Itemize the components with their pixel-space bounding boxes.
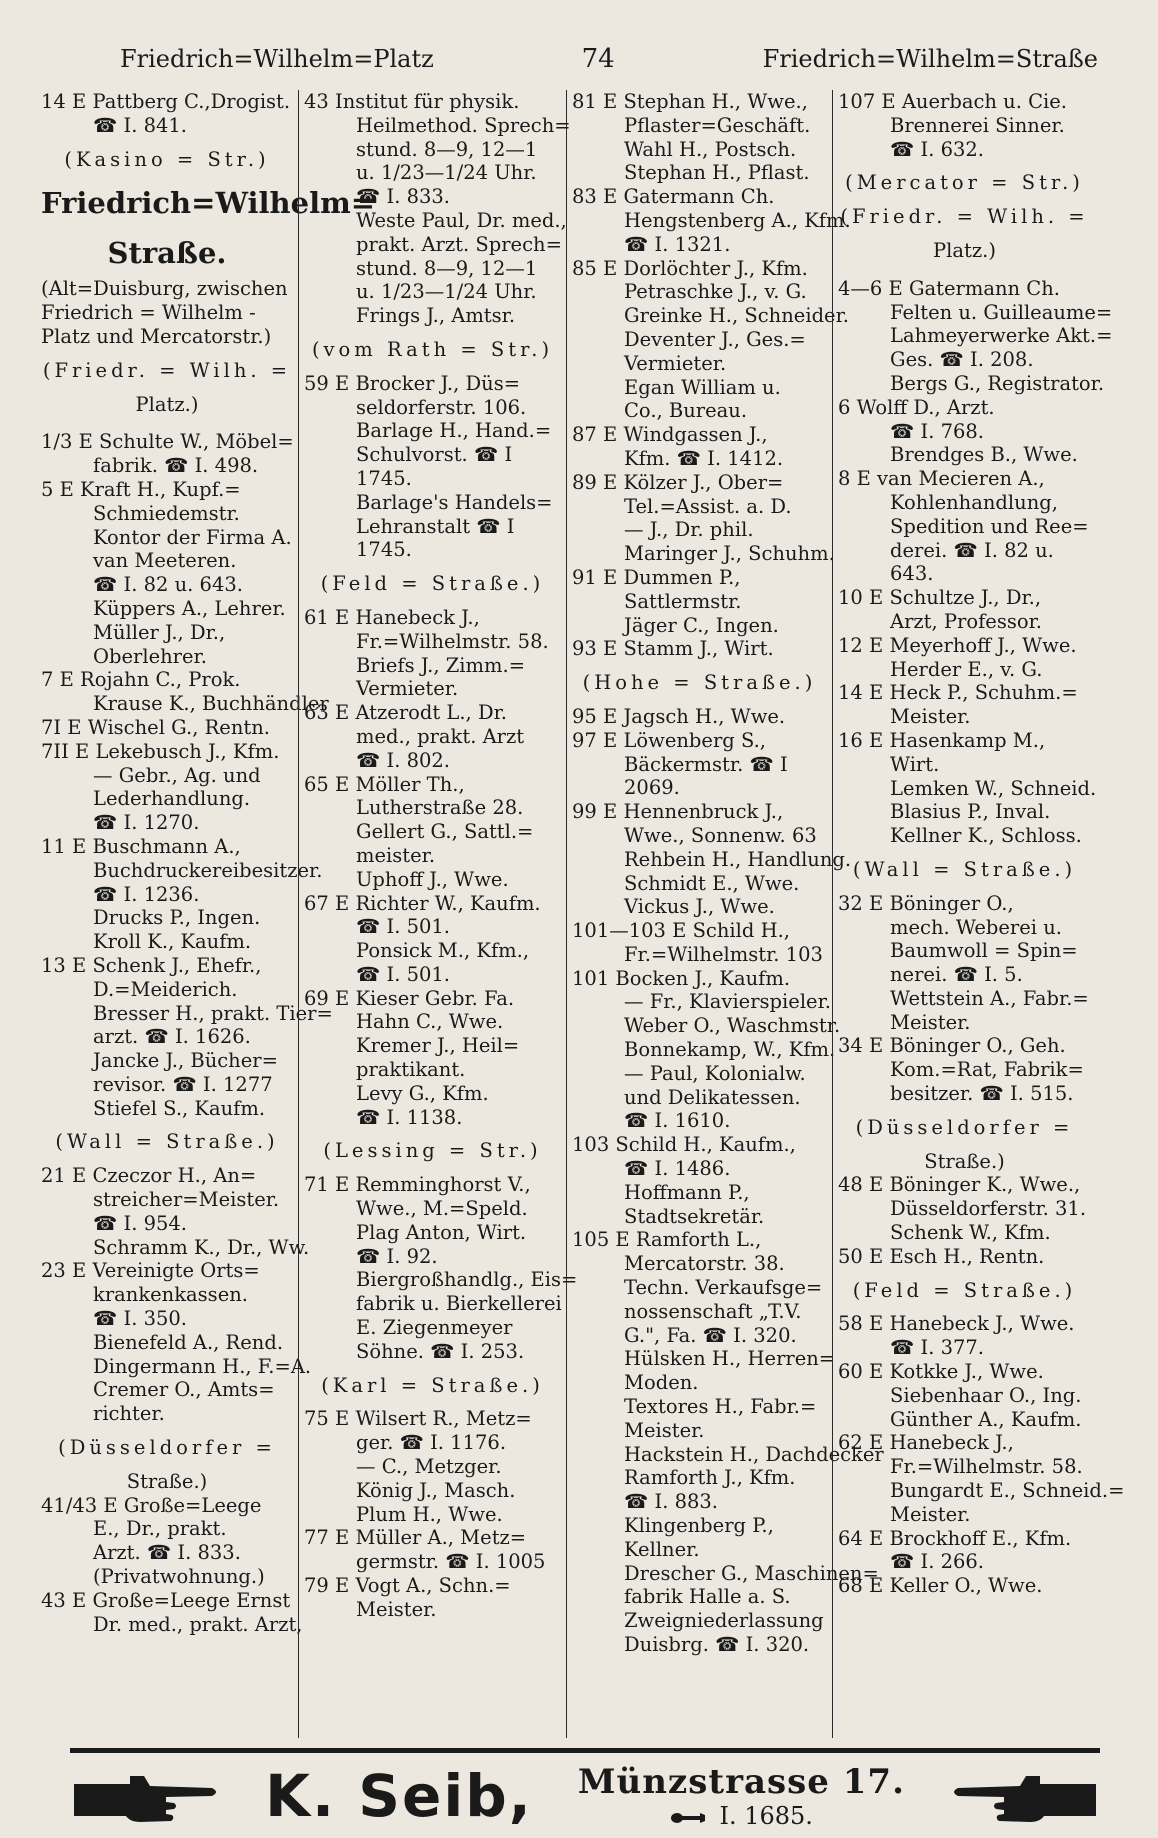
entry-line: 62 E Hanebeck J.,	[838, 1431, 1014, 1455]
entry-line: 60 E Kotkke J., Wwe.	[838, 1360, 1044, 1384]
entry-line: Meister.	[890, 1010, 971, 1034]
cross-street: (Hohe = Straße.)	[582, 671, 817, 695]
entry-line: Techn. Verkaufsge=	[624, 1276, 823, 1300]
entry-line: ☎ I. 1610.	[624, 1109, 731, 1133]
cross-street: (vom Rath = Str.)	[311, 337, 554, 361]
entry-line: Kontor der Firma A.	[93, 525, 292, 549]
entry-line: ☎ I. 954.	[93, 1211, 188, 1235]
entry-line: D.=Meiderich.	[93, 977, 238, 1001]
entry-line: ☎ I. 1236.	[93, 882, 200, 906]
entry-line: Felten u. Guilleaume=	[890, 300, 1113, 324]
entry-line: Meister.	[890, 1502, 971, 1526]
entry-line: 48 E Böninger K., Wwe.,	[838, 1173, 1081, 1197]
entry-line: Hengstenberg A., Kfm.	[624, 208, 851, 232]
header-left: Friedrich=Wilhelm=Platz	[120, 45, 434, 73]
entry-line: 107 E Auerbach u. Cie.	[838, 90, 1067, 113]
entry-line: Lederhandlung.	[93, 787, 251, 811]
cross-street: (Mercator = Str.)	[845, 171, 1084, 195]
entry-line: Siebenhaar O., Ing.	[890, 1383, 1082, 1407]
entry-line: ☎ I. 802.	[356, 748, 451, 772]
entry-line: Fr.=Wilhelmstr. 58.	[890, 1455, 1083, 1479]
entry-line: 93 E Stamm J., Wirt.	[572, 637, 774, 661]
entry-line: Rehbein H., Handlung.	[624, 847, 852, 871]
telephone-icon	[670, 1811, 706, 1825]
entry-line: Wwe., Sonnenw. 63	[624, 823, 817, 847]
entry-line: (Privatwohnung.)	[93, 1565, 265, 1589]
entry-line: Jäger C., Ingen.	[624, 613, 779, 637]
entry-line: Oberlehrer.	[93, 644, 207, 668]
entry-line: 34 E Böninger O., Geh.	[838, 1034, 1066, 1058]
entry-line: Frings J., Amtsr.	[356, 304, 516, 328]
entry-line: Schramm K., Dr., Ww.	[93, 1235, 310, 1259]
cross-street: (Kasino = Str.)	[64, 147, 270, 171]
entry-line: Lehranstalt ☎ I	[356, 514, 515, 538]
entry-line: 16 E Hasenkamp M.,	[838, 728, 1046, 752]
entry-line: besitzer. ☎ I. 515.	[890, 1082, 1074, 1106]
entry-line: Klingenberg P.,	[624, 1514, 774, 1538]
entry-line: nerei. ☎ I. 5.	[890, 963, 1023, 987]
cross-street: (Friedr. = Wilh. =	[42, 358, 292, 382]
entry-line: 87 E Windgassen J.,	[572, 423, 768, 447]
entry-line: Biergroßhandlg., Eis=	[356, 1268, 578, 1292]
entry-line: Heilmethod. Sprech=	[356, 113, 571, 137]
entry-line: Küppers A., Lehrer.	[93, 596, 286, 620]
entry-line: 85 E Dorlöchter J., Kfm.	[572, 256, 808, 280]
entry-line: 41/43 E Große=Leege	[41, 1493, 262, 1517]
entry-line: 7II E Lekebusch J., Kfm.	[41, 739, 280, 763]
entry-line: Plag Anton, Wirt.	[356, 1220, 527, 1244]
entry-line: ☎ I. 768.	[890, 419, 985, 443]
entry-line: Arzt, Professor.	[890, 609, 1042, 633]
entry-line: Bresser H., prakt. Tier=	[93, 1001, 333, 1025]
entry-line: 75 E Wilsert R., Metz=	[304, 1407, 532, 1431]
cross-street: (Feld = Straße.)	[852, 1278, 1077, 1302]
entry-line: — Fr., Klavierspieler.	[624, 990, 831, 1014]
entry-line: ☎ I. 350.	[93, 1307, 188, 1331]
column-2	[298, 90, 578, 1738]
entry-line: Tel.=Assist. a. D.	[624, 494, 792, 518]
entry-line: Mercatorstr. 38.	[624, 1252, 785, 1276]
entry-line: Kom.=Rat, Fabrik=	[890, 1058, 1084, 1082]
entry-line: 59 E Brocker J., Düs=	[304, 371, 521, 395]
entry-line: 105 E Ramforth L.,	[572, 1228, 762, 1252]
entry-line: Fr.=Wilhelmstr. 58.	[356, 629, 549, 653]
entry-line: 101 Bocken J., Kaufm.	[572, 966, 791, 990]
entry-line: Dingermann H., F.=A.	[93, 1354, 312, 1378]
entry-line: König J., Masch.	[356, 1478, 516, 1502]
entry-line: 7I E Wischel G., Rentn.	[41, 715, 270, 739]
entry-line: G.", Fa. ☎ I. 320.	[624, 1323, 797, 1347]
entry-line: Straße.)	[126, 1469, 208, 1493]
entry-line: 81 E Stephan H., Wwe.,	[572, 90, 808, 113]
entry-line: arzt. ☎ I. 1626.	[93, 1025, 251, 1049]
cross-street: (Wall = Straße.)	[55, 1130, 279, 1154]
entry-line: Sattlermstr.	[624, 589, 742, 613]
entry-line: van Meeteren.	[93, 549, 237, 573]
entry-line: 643.	[890, 562, 934, 586]
entry-line: ☎ I. 841.	[93, 113, 188, 137]
entry-line: stund. 8—9, 12—1	[356, 256, 538, 280]
entry-line: 8 E van Mecieren A.,	[838, 467, 1045, 491]
page-number: 74	[581, 44, 615, 74]
entry-line: Kfm. ☎ I. 1412.	[624, 446, 784, 470]
entry-line: ☎ I. 501.	[356, 915, 451, 939]
entry-line: Jancke J., Bücher=	[93, 1049, 278, 1073]
directory-columns	[36, 90, 1125, 1738]
entry-line: Baumwoll = Spin=	[890, 939, 1078, 963]
entry-line: Kroll K., Kaufm.	[93, 930, 252, 954]
entry-line: Co., Bureau.	[624, 399, 748, 423]
entry-line: — J., Dr. phil.	[624, 518, 754, 542]
entry-line: Drescher G., Maschinen=	[624, 1561, 879, 1585]
entry-line: ☎ I. 92.	[356, 1244, 438, 1268]
entry-line: Schenk W., Kfm.	[890, 1221, 1051, 1245]
entry-line: 13 E Schenk J., Ehefr.,	[41, 953, 262, 977]
entry-line: 64 E Brockhoff E., Kfm.	[838, 1526, 1072, 1550]
entry-line: Müller J., Dr.,	[93, 620, 226, 644]
entry-line: Vermieter.	[356, 677, 459, 701]
entry-line: 58 E Hanebeck J., Wwe.	[838, 1312, 1075, 1336]
entry-line: 7 E Rojahn C., Prok.	[41, 668, 241, 692]
entry-line: 2069.	[624, 776, 680, 800]
entry-line: u. 1/23—1/24 Uhr.	[356, 280, 537, 304]
entry-line: fabrik u. Bierkellerei	[356, 1292, 562, 1316]
entry-line: Stiefel S., Kaufm.	[93, 1096, 266, 1120]
entry-line: — Paul, Kolonialw.	[624, 1061, 806, 1085]
entry-line: Lahmeyerwerke Akt.=	[890, 324, 1113, 348]
advertisement	[70, 1760, 1100, 1832]
entry-line: Plum H., Wwe.	[356, 1502, 503, 1526]
entry-line: 83 E Gatermann Ch.	[572, 185, 775, 209]
entry-line: u. 1/23—1/24 Uhr.	[356, 161, 537, 185]
entry-line: Duisbrg. ☎ I. 320.	[624, 1633, 810, 1656]
entry-line: E. Ziegenmeyer	[356, 1316, 513, 1340]
cross-street: (Feld = Straße.)	[320, 572, 545, 596]
entry-line: Wwe., M.=Speld.	[356, 1197, 528, 1221]
entry-line: Bäckermstr. ☎ I	[624, 752, 788, 776]
entry-line: Hülsken H., Herren=	[624, 1347, 836, 1371]
column-1	[36, 90, 376, 1738]
entry-line: 43 Institut für physik.	[304, 90, 520, 113]
entry-line: revisor. ☎ I. 1277	[93, 1072, 273, 1096]
entry-line: 67 E Richter W., Kaufm.	[304, 891, 541, 915]
cross-street: (Düsseldorfer =	[58, 1436, 276, 1460]
entry-line: ☎ I. 883.	[624, 1490, 719, 1514]
entry-line: 1/3 E Schulte W., Möbel=	[41, 430, 294, 454]
entry-line: meister.	[356, 843, 436, 867]
entry-line: 10 E Schultze J., Dr.,	[838, 586, 1042, 610]
entry-line: Textores H., Fabr.=	[624, 1395, 817, 1419]
cross-street: (Düsseldorfer =	[855, 1115, 1074, 1139]
entry-line: Barlage's Handels=	[356, 490, 553, 514]
entry-line: Schmiedemstr.	[93, 501, 240, 525]
entry-line: Maringer J., Schuhm.	[624, 542, 835, 566]
cross-street: (Wall = Straße.)	[852, 857, 1077, 881]
column-4	[832, 90, 1125, 1738]
entry-line: streicher=Meister.	[93, 1188, 280, 1212]
entry-line: Krause K., Buchhändler	[93, 692, 329, 716]
entry-line: Levy G., Kfm.	[356, 1081, 489, 1105]
entry-line: 4—6 E Gatermann Ch.	[838, 276, 1060, 300]
entry-line: Stephan H., Pflast.	[624, 161, 810, 185]
entry-line: Kellner.	[624, 1537, 700, 1561]
entry-line: ☎ I. 1270.	[93, 811, 200, 835]
entry-line: Ges. ☎ I. 208.	[890, 348, 1034, 372]
entry-line: Petraschke J., v. G.	[624, 280, 807, 304]
entry-line: ☎ I. 82 u. 643.	[93, 573, 243, 597]
entry-line: 65 E Möller Th.,	[304, 772, 465, 796]
column-3	[566, 90, 884, 1738]
entry-line: Vickus J., Wwe.	[624, 895, 775, 919]
entry-line: nossenschaft „T.V.	[624, 1299, 802, 1323]
advert-address	[578, 1762, 905, 1830]
pointing-hand-left-icon	[950, 1766, 1100, 1826]
page-header	[120, 42, 1098, 76]
entry-line: 14 E Heck P., Schuhm.=	[838, 681, 1078, 705]
entry-line: Greinke H., Schneider.	[624, 304, 849, 328]
entry-line: Blasius P., Inval.	[890, 800, 1051, 824]
entry-line: Uphoff J., Wwe.	[356, 867, 509, 891]
entry-line: praktikant.	[356, 1058, 466, 1082]
entry-line: prakt. Arzt. Sprech=	[356, 232, 562, 256]
entry-line: ☎ I. 377.	[890, 1336, 985, 1360]
advert-name: K. Seib,	[265, 1762, 533, 1830]
entry-line: Stadtsekretär.	[624, 1204, 765, 1228]
entry-line: ☎ I. 1321.	[624, 232, 731, 256]
entry-line: Gellert G., Sattl.=	[356, 820, 534, 844]
entry-line: mech. Weberei u.	[890, 915, 1062, 939]
entry-line: Schmidt E., Wwe.	[624, 871, 800, 895]
advert-rule	[70, 1748, 1100, 1753]
entry-line: Arzt. ☎ I. 833.	[93, 1541, 241, 1565]
entry-line: Ramforth J., Kfm.	[624, 1466, 796, 1490]
entry-line: 71 E Remminghorst V.,	[304, 1173, 531, 1197]
entry-line: Egan William u.	[624, 375, 781, 399]
entry-line: Vermieter.	[624, 351, 727, 375]
entry-line: 68 E Keller O., Wwe.	[838, 1574, 1043, 1598]
entry-line: Kellner K., Schloss.	[890, 824, 1082, 848]
entry-line: seldorferstr. 106.	[356, 395, 527, 419]
entry-line: 21 E Czeczor H., An=	[41, 1164, 257, 1188]
entry-line: Wettstein A., Fabr.=	[890, 986, 1089, 1010]
entry-line: 99 E Hennenbruck J.,	[572, 800, 784, 824]
cross-street: (Lessing = Str.)	[323, 1139, 542, 1163]
entry-line: E., Dr., prakt.	[93, 1517, 227, 1541]
entry-line: Meister.	[890, 705, 971, 729]
entry-line: Platz.)	[135, 392, 199, 416]
entry-line: Dr. med., prakt. Arzt,	[93, 1612, 303, 1636]
entry-line: — C., Metzger.	[356, 1455, 502, 1479]
entry-line: 11 E Buschmann A.,	[41, 834, 241, 858]
entry-line: fabrik. ☎ I. 498.	[93, 454, 259, 478]
entry-line: Hahn C., Wwe.	[356, 1010, 504, 1034]
entry-line: richter.	[93, 1402, 165, 1426]
entry-line: Moden.	[624, 1371, 699, 1395]
entry-line: stund. 8—9, 12—1	[356, 137, 538, 161]
entry-line: krankenkassen.	[93, 1283, 248, 1307]
entry-line: Bienefeld A., Rend.	[93, 1330, 284, 1354]
entry-line: ☎ I. 1486.	[624, 1157, 731, 1181]
entry-line: Platz.)	[933, 238, 996, 262]
entry-line: Günther A., Kaufm.	[890, 1407, 1082, 1431]
entry-line: Bungardt E., Schneid.=	[890, 1479, 1125, 1503]
entry-line: Drucks P., Ingen.	[93, 906, 261, 930]
entry-line: Wahl H., Postsch.	[624, 137, 797, 161]
entry-line: (Alt=Duisburg, zwischen	[41, 277, 288, 301]
entry-line: Herder E., v. G.	[890, 657, 1043, 681]
entry-line: Straße.)	[924, 1149, 1005, 1173]
entry-line: — Gebr., Ag. und	[93, 763, 261, 787]
entry-line: Hackstein H., Dachdecker	[624, 1442, 884, 1466]
entry-line: 63 E Atzerodt L., Dr.	[304, 701, 507, 725]
entry-line: ☎ I. 632.	[890, 137, 985, 161]
advert-street: Münzstrasse 17.	[577, 1762, 905, 1802]
entry-line: 43 E Große=Leege Ernst	[41, 1588, 291, 1612]
entry-line: med., prakt. Arzt	[356, 724, 525, 748]
entry-line: Wirt.	[890, 752, 940, 776]
entry-line: Bergs G., Registrator.	[890, 371, 1105, 395]
entry-line: Deventer J., Ges.=	[624, 327, 806, 351]
entry-line: Weste Paul, Dr. med.,	[356, 208, 567, 232]
advert-phone-line	[578, 1802, 905, 1830]
entry-line: 12 E Meyerhoff J., Wwe.	[838, 633, 1077, 657]
entry-line: 101—103 E Schild H.,	[572, 919, 790, 943]
entry-line: Briefs J., Zimm.=	[356, 653, 526, 677]
entry-line: Kremer J., Heil=	[356, 1034, 520, 1058]
entry-line: 91 E Dummen P.,	[572, 565, 741, 589]
entry-line: ☎ I. 266.	[890, 1550, 985, 1574]
entry-line: Platz und Mercatorstr.)	[41, 324, 272, 348]
entry-line: Weber O., Waschmstr.	[624, 1014, 841, 1038]
entry-line: Pflaster=Geschäft.	[624, 113, 811, 137]
entry-line: Buchdruckereibesitzer.	[93, 858, 323, 882]
entry-line: Brendges B., Wwe.	[890, 443, 1078, 467]
entry-line: 1745.	[356, 538, 412, 562]
entry-line: Lutherstraße 28.	[356, 796, 524, 820]
entry-line: 69 E Kieser Gebr. Fa.	[304, 986, 515, 1010]
entry-line: Kohlenhandlung,	[890, 490, 1058, 514]
entry-line: germstr. ☎ I. 1005	[356, 1550, 546, 1574]
entry-line: Schulvorst. ☎ I	[356, 443, 513, 467]
section-heading: Straße.	[107, 236, 227, 271]
entry-line	[838, 263, 1091, 277]
header-right: Friedrich=Wilhelm=Straße	[762, 45, 1098, 73]
entry-line: 32 E Böninger O.,	[838, 891, 1014, 915]
entry-line: 1745.	[356, 466, 412, 490]
entry-line: derei. ☎ I. 82 u.	[890, 538, 1054, 562]
entry-line: Barlage H., Hand.=	[356, 419, 552, 443]
entry-line: Spedition und Ree=	[890, 514, 1089, 538]
entry-line	[41, 416, 293, 430]
entry-line: und Delikatessen.	[624, 1085, 801, 1109]
entry-line: 95 E Jagsch H., Wwe.	[572, 704, 786, 728]
entry-line: Lemken W., Schneid.	[890, 776, 1097, 800]
entry-line: 103 Schild H., Kaufm.,	[572, 1133, 796, 1157]
advert-phone: I. 1685.	[719, 1802, 813, 1830]
entry-line: Cremer O., Amts=	[93, 1378, 275, 1402]
entry-line: Söhne. ☎ I. 253.	[356, 1339, 525, 1363]
entry-line: 23 E Vereinigte Orts=	[41, 1259, 260, 1283]
entry-line: Zweigniederlassung	[624, 1609, 824, 1633]
entry-line: ger. ☎ I. 1176.	[356, 1431, 507, 1455]
entry-line: 6 Wolff D., Arzt.	[838, 395, 995, 419]
entry-line: 89 E Kölzer J., Ober=	[572, 470, 784, 494]
entry-line: Hoffmann P.,	[624, 1180, 750, 1204]
entry-line: Meister.	[356, 1597, 437, 1621]
entry-line: 14 E Pattberg C.,Drogist.	[41, 90, 291, 113]
entry-line: 61 E Hanebeck J.,	[304, 605, 480, 629]
entry-line: Ponsick M., Kfm.,	[356, 939, 530, 963]
section-heading: Friedrich=Wilhelm=	[41, 186, 376, 221]
cross-street: (Friedr. = Wilh. =	[840, 205, 1089, 229]
entry-line: 77 E Müller A., Metz=	[304, 1526, 527, 1550]
pointing-hand-right-icon	[70, 1766, 220, 1826]
entry-line: 50 E Esch H., Rentn.	[838, 1244, 1045, 1268]
entry-line: 79 E Vogt A., Schn.=	[304, 1574, 511, 1598]
entry-line: fabrik Halle a. S.	[624, 1585, 791, 1609]
entry-line: 97 E Löwenberg S.,	[572, 728, 767, 752]
cross-street: (Karl = Straße.)	[321, 1373, 544, 1397]
entry-line: ☎ I. 1138.	[356, 1105, 463, 1129]
entry-line: Düsseldorferstr. 31.	[890, 1197, 1087, 1221]
entry-line: Brennerei Sinner.	[890, 113, 1065, 137]
entry-line: 5 E Kraft H., Kupf.=	[41, 477, 241, 501]
entry-line: Friedrich = Wilhelm -	[41, 301, 256, 325]
entry-line: Bonnekamp, W., Kfm.	[624, 1038, 836, 1062]
entry-line: ☎ I. 501.	[356, 962, 451, 986]
entry-line: Meister.	[624, 1418, 705, 1442]
entry-line: Fr.=Wilhelmstr. 103	[624, 942, 823, 966]
entry-line: ☎ I. 833.	[356, 185, 451, 209]
